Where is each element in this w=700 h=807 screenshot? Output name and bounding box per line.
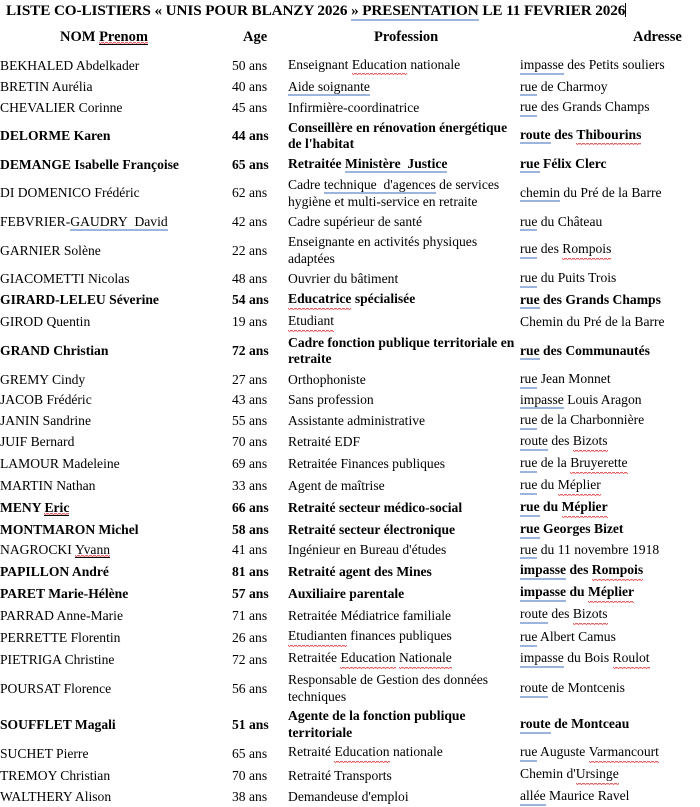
cell-address: rue Georges Bizet xyxy=(520,519,700,540)
cell-address: route des Bizots xyxy=(520,605,700,627)
cell-address: impasse des Rompois xyxy=(520,561,700,583)
cell-age: 57 ans xyxy=(232,585,269,601)
cell-address: rue des Communautés xyxy=(520,333,700,369)
table-row xyxy=(0,98,700,119)
cell-address: rue des Grands Champs xyxy=(520,290,700,312)
page-title xyxy=(6,1,696,21)
cell-age: 22 ans xyxy=(232,242,268,258)
cell-profession: Retraitée Education Nationale xyxy=(288,649,520,671)
cell-name: MENY Eric xyxy=(0,500,70,516)
table-row xyxy=(0,118,700,154)
cell-name: JANIN Sandrine xyxy=(0,413,91,428)
cell-address: Chemin du Pré de la Barre xyxy=(520,314,665,330)
table-row xyxy=(0,765,700,787)
cell-profession: Cadre supérieur de santé xyxy=(288,214,422,230)
table-row xyxy=(0,476,700,498)
cell-age: 51 ans xyxy=(232,716,269,732)
cell-address: route de Montcenis xyxy=(520,671,700,707)
cell-age: 44 ans xyxy=(232,128,269,144)
column-header-profession: Profession xyxy=(374,29,439,45)
cell-profession: Enseignant Education nationale xyxy=(288,55,520,77)
cell-age: 56 ans xyxy=(232,680,268,696)
cell-age: 27 ans xyxy=(232,371,268,387)
cell-profession: Assistante administrative xyxy=(288,413,426,428)
cell-age: 69 ans xyxy=(232,456,268,472)
cell-address: allée Maurice Ravel xyxy=(520,787,700,807)
cell-address: rue des Rompois xyxy=(520,233,700,269)
cell-address: impasse des Petits souliers xyxy=(520,55,700,77)
cell-profession: Retraité agent des Mines xyxy=(288,563,432,579)
cell-profession: Retraité Transports xyxy=(288,767,392,783)
table-row xyxy=(0,649,700,671)
cell-age: 54 ans xyxy=(232,292,269,308)
cell-address: rue du 11 novembre 1918 xyxy=(520,540,700,561)
cell-address: rue du Puits Trois xyxy=(520,269,700,290)
table-body xyxy=(0,55,700,807)
cell-name: JACOB Frédéric xyxy=(0,392,92,408)
cell-age: 70 ans xyxy=(232,767,268,783)
cell-age: 38 ans xyxy=(232,788,268,804)
cell-address: rue du Château xyxy=(520,212,700,233)
cell-age: 50 ans xyxy=(232,57,268,73)
cell-profession: Agent de maîtrise xyxy=(288,478,385,494)
colistiers-table xyxy=(0,55,700,807)
cell-profession: Infirmière-coordinatrice xyxy=(288,99,420,115)
cell-age: 41 ans xyxy=(232,542,268,558)
cell-profession: Retraitée Ministère Justice xyxy=(288,154,520,175)
table-row xyxy=(0,269,700,290)
cell-name: DI DOMENICO Frédéric xyxy=(0,185,140,201)
cell-age: 65 ans xyxy=(232,156,269,172)
cell-name: GIROD Quentin xyxy=(0,314,91,330)
table-row xyxy=(0,333,700,369)
table-row xyxy=(0,743,700,765)
cell-age: 43 ans xyxy=(232,392,268,408)
cell-age: 71 ans xyxy=(232,607,268,623)
cell-profession: Retraité EDF xyxy=(288,434,361,450)
table-row xyxy=(0,519,700,540)
cell-profession: Retraité Education nationale xyxy=(288,743,520,765)
cell-age: 65 ans xyxy=(232,745,268,761)
text-cursor xyxy=(625,3,626,17)
table-row xyxy=(0,671,700,707)
cell-address: Chemin d'Ursinge xyxy=(520,765,700,787)
cell-age: 48 ans xyxy=(232,270,268,286)
cell-address: rue Jean Monnet xyxy=(520,369,700,390)
cell-profession: Agente de la fonction publique territoriale xyxy=(288,708,466,740)
cell-profession: Retraité secteur médico-social xyxy=(288,500,463,516)
cell-profession: Ingénieur en Bureau d'études xyxy=(288,542,447,558)
table-row xyxy=(0,561,700,583)
cell-name: MONTMARON Michel xyxy=(0,521,139,537)
cell-address: rue Auguste Varmancourt xyxy=(520,743,700,765)
cell-name: SOUFFLET Magali xyxy=(0,716,116,732)
cell-name: GREMY Cindy xyxy=(0,371,86,387)
cell-name: GIACOMETTI Nicolas xyxy=(0,270,130,286)
table-row xyxy=(0,432,700,454)
cell-profession: Educatrice spécialisée xyxy=(288,290,520,312)
cell-age: 26 ans xyxy=(232,629,268,645)
cell-name: DELORME Karen xyxy=(0,128,111,144)
cell-age: 62 ans xyxy=(232,185,268,201)
cell-name: PAPILLON André xyxy=(0,563,109,579)
cell-age: 19 ans xyxy=(232,314,268,330)
cell-profession: Retraitée Médiatrice familiale xyxy=(288,607,452,623)
table-row xyxy=(0,540,700,561)
cell-name: CHEVALIER Corinne xyxy=(0,99,123,115)
cell-address: rue de Charmoy xyxy=(520,77,700,98)
table-row xyxy=(0,212,700,233)
table-row xyxy=(0,454,700,476)
cell-name: POURSAT Florence xyxy=(0,680,112,696)
cell-age: 66 ans xyxy=(232,500,269,516)
table-row xyxy=(0,312,700,334)
title-part-underlined: » PRESENTATION xyxy=(351,2,479,19)
cell-profession: Retraité secteur électronique xyxy=(288,521,456,537)
cell-age: 55 ans xyxy=(232,413,268,428)
cell-address: impasse Louis Aragon xyxy=(520,390,700,411)
column-header-name xyxy=(60,29,148,46)
table-row xyxy=(0,627,700,649)
cell-age: 33 ans xyxy=(232,478,268,494)
cell-profession: Enseignante en activités physiques adaptées xyxy=(288,234,478,266)
cell-name: SUCHET Pierre xyxy=(0,745,89,761)
cell-name: LAMOUR Madeleine xyxy=(0,456,120,472)
cell-name: PERRETTE Florentin xyxy=(0,629,121,645)
table-row xyxy=(0,498,700,520)
table-row xyxy=(0,390,700,411)
cell-address: chemin du Pré de la Barre xyxy=(520,175,700,212)
cell-address: rue des Grands Champs xyxy=(520,98,700,119)
cell-name: NAGROCKI Yvann xyxy=(0,542,111,558)
cell-name: DEMANGE Isabelle Françoise xyxy=(0,156,179,172)
cell-profession: Etudianten finances publiques xyxy=(288,627,520,649)
cell-age: 42 ans xyxy=(232,214,268,230)
cell-name: JUIF Bernard xyxy=(0,434,75,450)
title-part-after: LE 11 FEVRIER 2026 xyxy=(482,2,626,19)
cell-profession: Retraitée Finances publiques xyxy=(288,456,446,472)
cell-profession: Orthophoniste xyxy=(288,371,366,387)
cell-address: rue Félix Clerc xyxy=(520,154,700,175)
table-row xyxy=(0,290,700,312)
cell-profession: Sans profession xyxy=(288,392,374,408)
column-header-name-plain: NOM xyxy=(60,29,96,45)
table-row xyxy=(0,175,700,212)
cell-age: 72 ans xyxy=(232,651,268,667)
cell-name: GIRARD-LELEU Séverine xyxy=(0,292,159,308)
cell-name: PARRAD Anne-Marie xyxy=(0,607,123,623)
cell-profession: Auxiliaire parentale xyxy=(288,585,405,601)
table-row xyxy=(0,583,700,605)
table-row xyxy=(0,233,700,269)
table-row xyxy=(0,787,700,807)
cell-name: GRAND Christian xyxy=(0,343,109,359)
cell-name: PIETRIGA Christine xyxy=(0,651,115,667)
cell-address: rue de la Charbonnière xyxy=(520,411,700,432)
cell-age: 58 ans xyxy=(232,521,269,537)
table-row xyxy=(0,707,700,743)
table-row xyxy=(0,55,700,77)
cell-profession: Demandeuse d'emploi xyxy=(288,788,409,804)
cell-address: route des Thibourins xyxy=(520,118,700,154)
cell-address: rue du Méplier xyxy=(520,498,700,520)
cell-name: TREMOY Christian xyxy=(0,767,111,783)
cell-age: 70 ans xyxy=(232,434,268,450)
cell-address: route de Montceau xyxy=(520,707,700,743)
cell-name: WALTHERY Alison xyxy=(0,788,112,804)
table-row xyxy=(0,369,700,390)
table-row xyxy=(0,77,700,98)
cell-name: FEBVRIER-GAUDRY David xyxy=(0,212,232,233)
cell-name: MARTIN Nathan xyxy=(0,478,96,494)
cell-profession: Cadre technique d'agences de services hygiène et multi-service en retraite xyxy=(288,176,500,210)
cell-address: route des Bizots xyxy=(520,432,700,454)
cell-age: 45 ans xyxy=(232,99,268,115)
cell-profession: Aide soignante xyxy=(288,77,520,98)
cell-profession: Responsable de Gestion des données techniques xyxy=(288,672,489,704)
cell-name: GARNIER Solène xyxy=(0,242,101,258)
cell-profession: Cadre fonction publique territoriale en retraite xyxy=(288,335,515,367)
cell-name: BRETIN Aurélia xyxy=(0,79,93,95)
cell-name: PARET Marie-Hélène xyxy=(0,585,129,601)
cell-address: rue de la Bruyerette xyxy=(520,454,700,476)
table-row xyxy=(0,605,700,627)
title-part-before: LISTE CO-LISTIERS « UNIS POUR BLANZY 2026 xyxy=(6,2,348,19)
column-header-address: Adresse xyxy=(633,29,682,45)
column-header-age: Age xyxy=(243,29,268,45)
cell-address: impasse du Méplier xyxy=(520,583,700,605)
column-header-name-firstname: Prenom xyxy=(99,29,148,45)
cell-address: impasse du Bois Roulot xyxy=(520,649,700,671)
cell-profession: Etudiant xyxy=(288,312,520,334)
table-row xyxy=(0,154,700,175)
cell-name: BEKHALED Abdelkader xyxy=(0,57,140,73)
cell-age: 40 ans xyxy=(232,79,268,95)
cell-profession: Conseillère en rénovation énergétique de l'habitat xyxy=(288,119,508,152)
cell-address: rue Albert Camus xyxy=(520,627,700,649)
cell-age: 72 ans xyxy=(232,343,269,359)
cell-profession: Ouvrier du bâtiment xyxy=(288,270,399,286)
table-row xyxy=(0,411,700,432)
cell-address: rue du Méplier xyxy=(520,476,700,498)
cell-age: 81 ans xyxy=(232,563,269,579)
